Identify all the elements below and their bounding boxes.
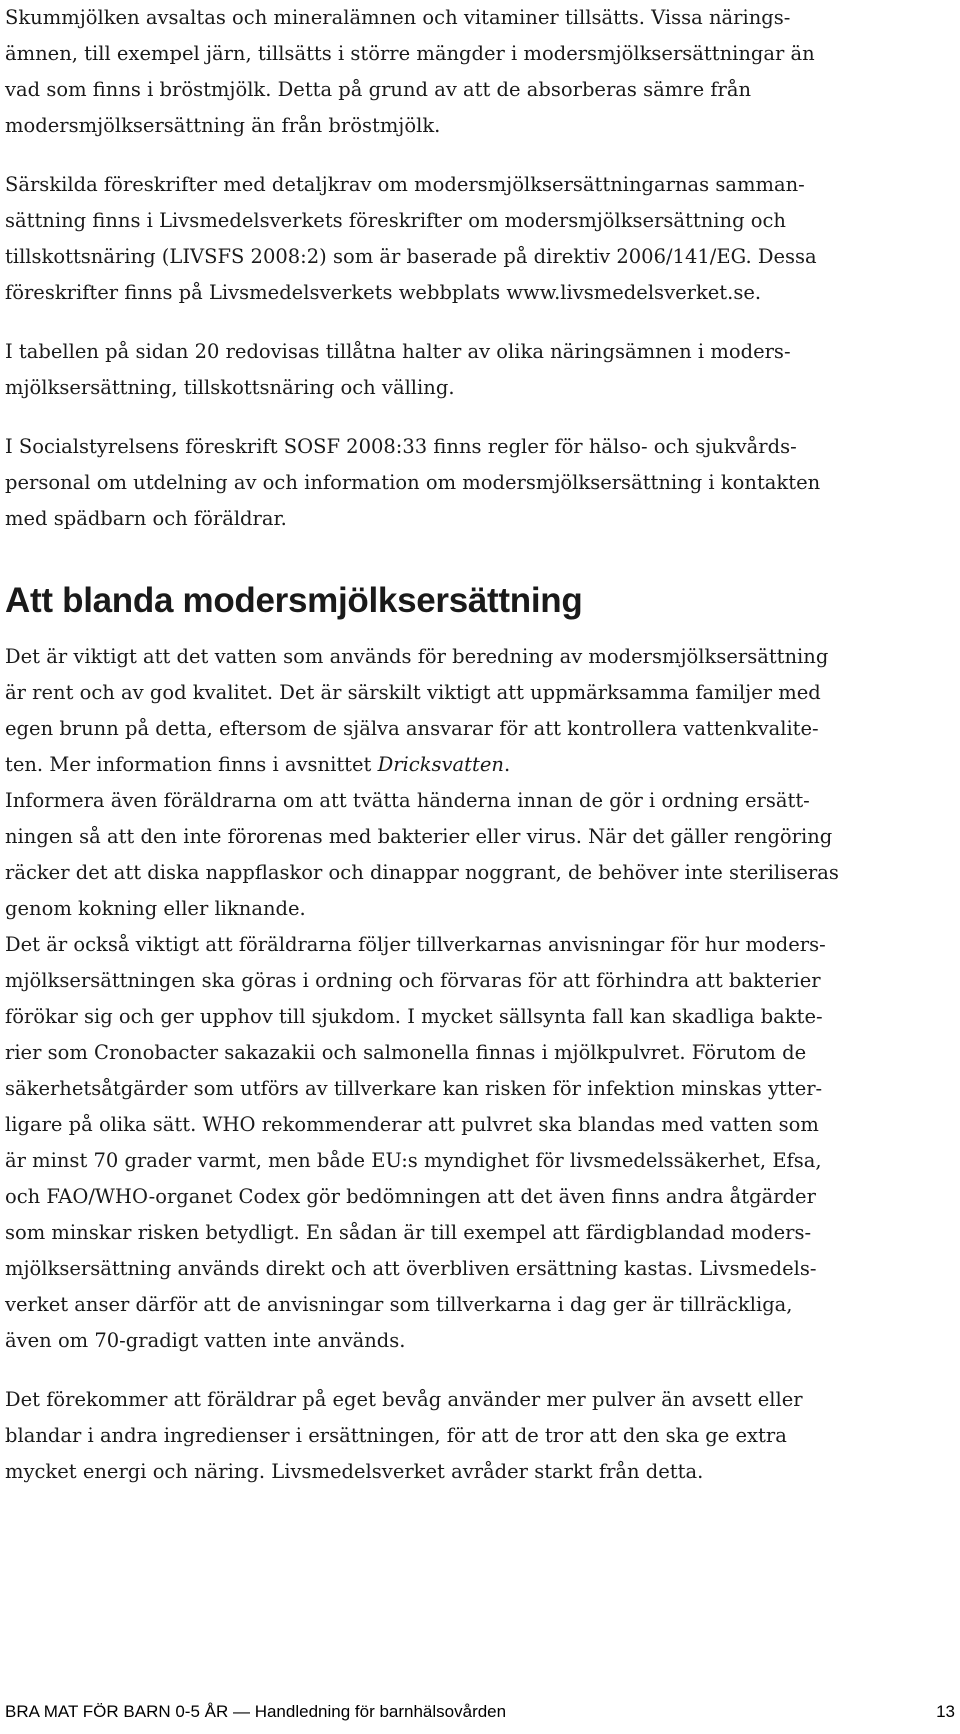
text-line: ligare på olika sätt. WHO rekommenderar att pulvret ska blandas med vatten som — [5, 1113, 819, 1136]
text-line: och FAO/WHO-organet Codex gör bedömningen att det även finns andra åtgärder — [5, 1185, 816, 1208]
text-fragment: . — [503, 753, 511, 776]
text-line: blandar i andra ingredienser i ersättningen, för att de tror att den ska ge extra — [5, 1424, 787, 1447]
text-line: I Socialstyrelsens föreskrift SOSF 2008:33 finns regler för hälso- och sjukvårds- — [5, 435, 797, 458]
text-line: Det förekommer att föräldrar på eget bevåg använder mer pulver än avsett eller — [5, 1388, 803, 1411]
paragraph-hygiene — [5, 783, 957, 927]
footer-title: BRA MAT FÖR BARN 0-5 ÅR — Handledning för barnhälsovården — [5, 1702, 507, 1721]
paragraph-extra-powder — [5, 1382, 957, 1490]
reference-dricksvatten: Dricksvatten — [377, 753, 504, 776]
page-number: 13 — [936, 1702, 955, 1721]
text-line: genom kokning eller liknande. — [5, 897, 306, 920]
text-line: mjölksersättningen ska göras i ordning och förvaras för att förhindra att bakterier — [5, 969, 821, 992]
paragraph-table-reference — [5, 334, 957, 406]
text-line: Informera även föräldrarna om att tvätta händerna innan de gör i ordning ersätt- — [5, 789, 810, 812]
text-line: Det är viktigt att det vatten som används för beredning av modersmjölksersättning — [5, 645, 829, 668]
text-line: även om 70-gradigt vatten inte används. — [5, 1329, 406, 1352]
paragraph-socialstyrelsen — [5, 429, 957, 537]
text-line: vad som finns i bröstmjölk. Detta på grund av att de absorberas sämre från — [5, 78, 752, 101]
text-line: sättning finns i Livsmedelsverkets föreskrifter om modersmjölksersättning och — [5, 209, 786, 232]
text-line: med spädbarn och föräldrar. — [5, 507, 287, 530]
paragraph-manufacturer-instructions — [5, 927, 957, 1359]
text-line: mycket energi och näring. Livsmedelsverket avråder starkt från detta. — [5, 1460, 704, 1483]
text-line: räcker det att diska nappflaskor och dinappar noggrant, de behöver inte steriliseras — [5, 861, 839, 884]
paragraph-regulations — [5, 167, 957, 311]
text-line: egen brunn på detta, eftersom de själva ansvarar för att kontrollera vattenkvalite- — [5, 717, 819, 740]
text-line: mjölksersättning används direkt och att överbliven ersättning kastas. Livsmedels- — [5, 1257, 817, 1280]
text-line: ämnen, till exempel järn, tillsätts i större mängder i modersmjölksersättningar än — [5, 42, 815, 65]
text-line: föreskrifter finns på Livsmedelsverkets webbplats www.livsmedelsverket.se. — [5, 281, 762, 304]
text-line: ningen så att den inte förorenas med bakterier eller virus. När det gäller rengöring — [5, 825, 833, 848]
page-footer — [5, 1700, 955, 1724]
paragraph-skim-milk — [5, 0, 957, 144]
text-line: som minskar risken betydligt. En sådan är till exempel att färdigblandad moders- — [5, 1221, 812, 1244]
text-line: I tabellen på sidan 20 redovisas tillåtna halter av olika näringsämnen i moders- — [5, 340, 791, 363]
text-fragment: ten. Mer information finns i avsnittet — [5, 753, 378, 776]
text-line: förökar sig och ger upphov till sjukdom. I mycket sällsynta fall kan skadliga bakte- — [5, 1005, 823, 1028]
text-line: Skummjölken avsaltas och mineralämnen och vitaminer tillsätts. Vissa närings- — [5, 6, 791, 29]
text-line: mjölksersättning, tillskottsnäring och välling. — [5, 376, 455, 399]
text-line: Det är också viktigt att föräldrarna följer tillverkarnas anvisningar för hur moders- — [5, 933, 826, 956]
text-line: rier som Cronobacter sakazakii och salmonella finnas i mjölkpulvret. Förutom de — [5, 1041, 807, 1064]
text-line: modersmjölksersättning än från bröstmjölk. — [5, 114, 441, 137]
text-line: är minst 70 grader varmt, men både EU:s myndighet för livsmedelssäkerhet, Efsa, — [5, 1149, 822, 1172]
text-line: är rent och av god kvalitet. Det är särskilt viktigt att uppmärksamma familjer med — [5, 681, 821, 704]
text-line: säkerhetsåtgärder som utförs av tillverkare kan risken för infektion minskas ytter- — [5, 1077, 823, 1100]
text-line — [5, 747, 957, 783]
section-heading: Att blanda modersmjölksersättning — [5, 581, 583, 620]
text-line: tillskottsnäring (LIVSFS 2008:2) som är baserade på direktiv 2006/141/EG. Dessa — [5, 245, 817, 268]
document-body — [5, 0, 957, 1513]
text-line: Särskilda föreskrifter med detaljkrav om modersmjölksersättningarnas samman- — [5, 173, 805, 196]
paragraph-water-quality — [5, 639, 957, 783]
text-line: verket anser därför att de anvisningar som tillverkarna i dag ger är tillräckliga, — [5, 1293, 793, 1316]
text-line: personal om utdelning av och information om modersmjölksersättning i kontakten — [5, 471, 821, 494]
